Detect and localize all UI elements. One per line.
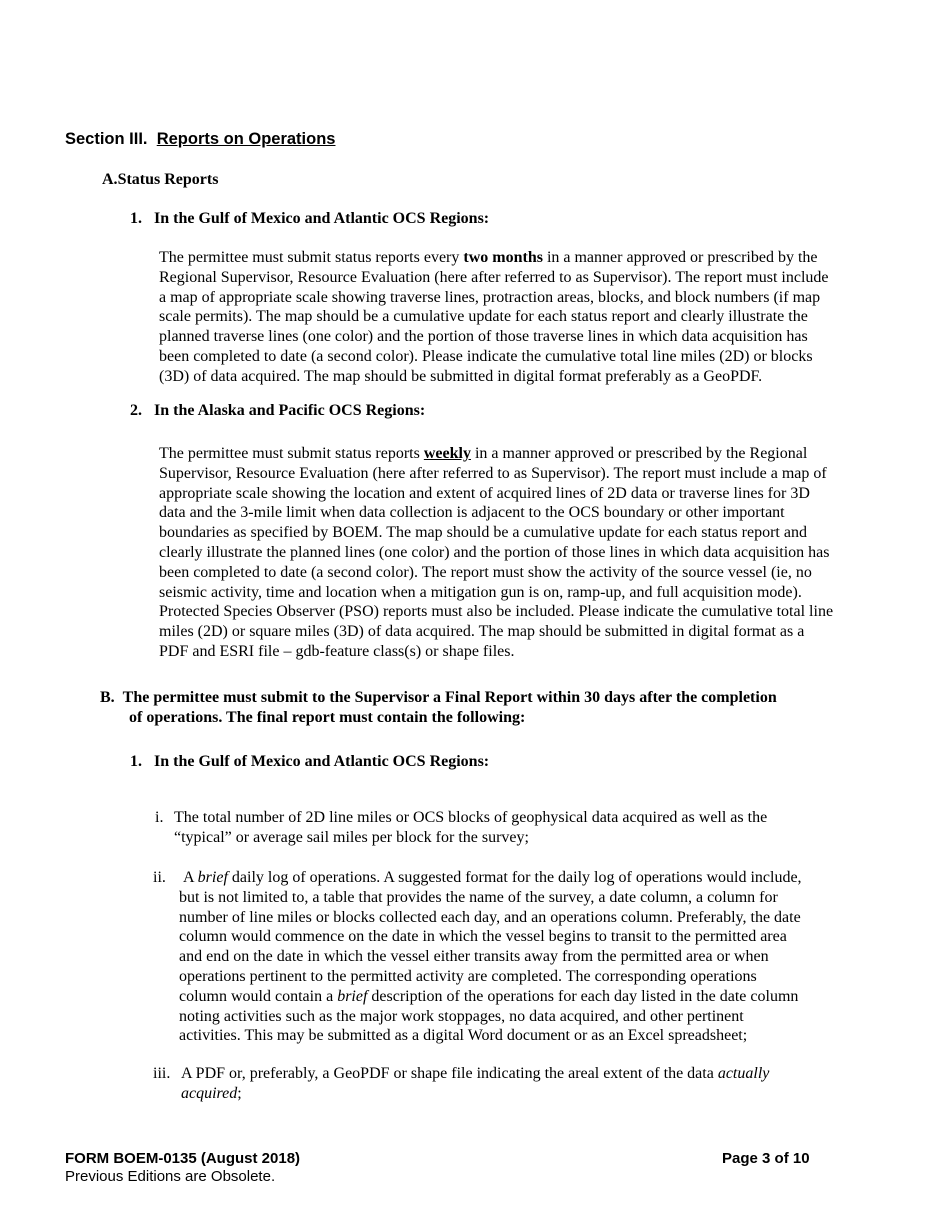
paragraph-line: The total number of 2D line miles or OCS blocks of geophysical data acquired as well as the [174,809,768,826]
paragraph-line: acquired; [181,1084,242,1102]
paragraph-line: but is not limited to, a table that provides the name of the survey, a date column, a column for [179,888,778,906]
subsection-a-title: Status Reports [117,171,219,188]
item-a1-paragraph [159,248,919,387]
footer-form-number: FORM BOEM-0135 (August 2018) [65,1150,301,1167]
paragraph-line: The permittee must submit status reports weekly in a manner approved or prescribed by the Regional [159,445,808,462]
roman-ii-text [179,868,899,1046]
subsection-a-label: A. [102,171,118,188]
item-a1-heading [130,210,489,228]
paragraph-line: boundaries as specified by BOEM. The map should be a cumulative update for each status report and [159,524,807,542]
paragraph-line: number of line miles or blocks collected each day, and an operations column. Preferably, the date [179,908,801,926]
emphasis-actually: actually [717,1065,770,1082]
item-b1-num: 1. [130,753,142,770]
footer-note: Previous Editions are Obsolete. [65,1168,276,1185]
paragraph-line: “typical” or average sail miles per block for the survey; [174,828,529,846]
subsection-b-line2: of operations. The final report must contain the following: [129,708,526,726]
paragraph-line: Regional Supervisor, Resource Evaluation (here after referred to as Supervisor). The report must include [159,268,829,286]
item-a2-num: 2. [130,402,142,419]
paragraph-line: Supervisor, Resource Evaluation (here after referred to as Supervisor). The report must include a map of [159,464,827,482]
section-title [65,130,335,149]
paragraph-line: been completed to date (a second color). The report must show the activity of the source vessel (ie, no [159,563,812,581]
subsection-a-heading [102,171,218,189]
paragraph-line: operations pertinent to the permitted activity are completed. The corresponding operations [179,967,757,985]
emphasis-acquired: acquired [181,1084,238,1102]
paragraph-line: (3D) of data acquired. The map should be submitted in digital format preferably as a GeoPDF. [159,367,763,385]
emphasis-weekly: weekly [423,445,471,462]
roman-iii-label: iii. [153,1065,171,1082]
item-a1-title: In the Gulf of Mexico and Atlantic OCS Regions: [154,210,490,227]
item-b1-title: In the Gulf of Mexico and Atlantic OCS Regions: [154,753,490,770]
section-heading: Reports on Operations [156,130,336,148]
paragraph-line: column would contain a brief description of the operations for each day listed in the date column [179,987,799,1005]
paragraph-line: noting activities such as the major work stoppages, no data acquired, and other pertinent [179,1007,744,1025]
footer-page-number: Page 3 of 10 [722,1150,810,1167]
roman-ii-label: ii. [153,869,166,886]
emphasis-brief: brief [337,987,368,1005]
subsection-b-heading [100,688,880,728]
paragraph-line: A PDF or, preferably, a GeoPDF or shape file indicating the areal extent of the data actually [181,1065,770,1082]
subsection-b-label: B. [100,689,115,706]
item-a2-title: In the Alaska and Pacific OCS Regions: [154,402,426,419]
item-a2-paragraph [159,444,929,662]
emphasis-two-months: two months [463,249,543,266]
paragraph-line: a map of appropriate scale showing traverse lines, protraction areas, blocks, and block numbers (if map [159,288,821,306]
item-b1-heading [130,753,489,771]
paragraph-line: been completed to date (a second color). Please indicate the cumulative total line miles (2D) or blocks [159,347,813,365]
roman-i-label: i. [155,809,164,826]
item-a1-num: 1. [130,210,142,227]
emphasis-brief: brief [197,869,228,886]
paragraph-line: column would commence on the date in which the vessel begins to transit to the permitted area [179,928,787,946]
paragraph-line: activities. This may be submitted as a digital Word document or as an Excel spreadsheet; [179,1027,748,1045]
item-a2-heading [130,402,425,420]
paragraph-line: scale permits). The map should be a cumulative update for each status report and clearly illustrate the [159,308,808,326]
roman-i-text [174,808,894,848]
paragraph-line: and end on the date in which the vessel either transits away from the permitted area or when [179,948,769,966]
paragraph-line: planned traverse lines (one color) and the portion of those traverse lines in which data acquisition has [159,328,808,346]
paragraph-line: miles (2D) or square miles (3D) of data acquired. The map should be submitted in digital format as a [159,623,805,641]
paragraph-line: seismic activity, time and location when a mitigation gun is on, ramp-up, and full acquisition mode). [159,583,802,601]
paragraph-line: Protected Species Observer (PSO) reports must also be included. Please indicate the cumulative total line [159,603,834,621]
paragraph-line: The permittee must submit status reports every two months in a manner approved or prescribed by the [159,249,818,266]
paragraph-line: clearly illustrate the planned lines (one color) and the portion of those lines in which data acquisition has [159,543,830,561]
roman-iii-text [181,1064,901,1104]
paragraph-line: PDF and ESRI file – gdb-feature class(s) or shape files. [159,642,515,660]
subsection-b-line1: The permittee must submit to the Supervisor a Final Report within 30 days after the completion [122,689,777,706]
paragraph-line: A brief daily log of operations. A suggested format for the daily log of operations would include, [183,869,802,886]
paragraph-line: appropriate scale showing the location and extent of acquired lines of 2D data or traverse lines for 3D [159,484,810,502]
section-label: Section III. [65,130,148,148]
paragraph-line: data and the 3-mile limit when data collection is adjacent to the OCS boundary or other important [159,504,785,522]
